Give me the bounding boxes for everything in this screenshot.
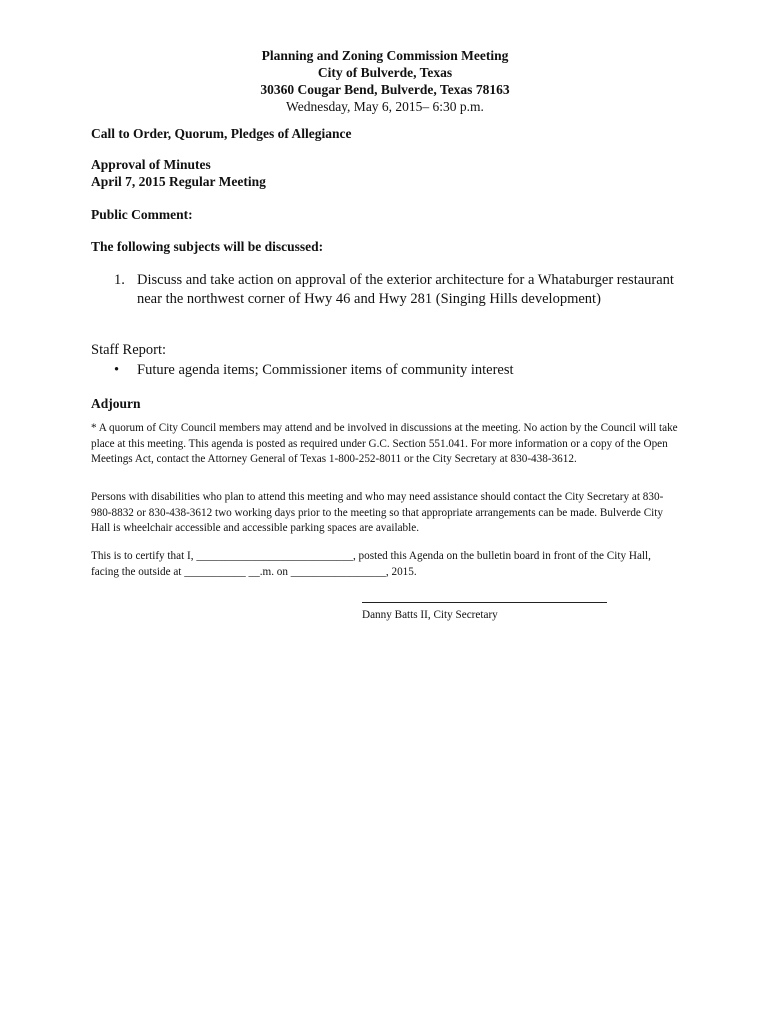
agenda-item-text: Discuss and take action on approval of the exterior architecture for a Whataburger restaurant near the northwest corner of Hwy 46 and Hwy 281 (Singing Hills development)	[137, 272, 674, 307]
public-comment-heading: Public Comment:	[91, 207, 193, 222]
adjourn-heading: Adjourn	[91, 396, 141, 411]
staff-report-bullet-text: Future agenda items; Commissioner items of community interest	[137, 362, 514, 378]
approval-meeting-date: April 7, 2015 Regular Meeting	[91, 174, 266, 189]
disabilities-notice: Persons with disabilities who plan to attend this meeting and who may need assistance should contact the City Secretary at 830-980-8832 or 830-438-3612 two working days prior to the meeting so that appropriate arrangements can be made. Bulverde City Hall is wheelchair accessible and accessible parking spaces are available.	[91, 491, 664, 534]
bullet-icon: •	[114, 362, 120, 378]
certification-statement: This is to certify that I, ____________________________, posted this Agenda on the bulletin board in front of the City Hall, facing the outside at ___________ __.m. on _________________, 2015.	[91, 550, 651, 578]
call-to-order-heading: Call to Order, Quorum, Pledges of Allegiance	[91, 126, 352, 141]
approval-of-minutes-heading: Approval of Minutes	[91, 157, 211, 172]
header-address: 30360 Cougar Bend, Bulverde, Texas 78163	[260, 82, 510, 97]
header-date: Wednesday, May 6, 2015– 6:30 p.m.	[286, 99, 484, 114]
header-title: Planning and Zoning Commission Meeting	[261, 48, 509, 63]
agenda-item-number: 1.	[114, 272, 125, 288]
signatory-name: Danny Batts II, City Secretary	[362, 609, 498, 621]
signature-line	[362, 602, 607, 603]
staff-report-label: Staff Report:	[91, 342, 167, 358]
meeting-header	[0, 47, 770, 115]
quorum-notice: * A quorum of City Council members may attend and be involved in discussions at the meeting. No action by the Council will take place at this meeting. This agenda is posted as required under G.C. Section 551.041. For more information or a copy of the Open Meetings Act, contact the Attorney General of Texas 1-800-252-8011 or the City Secretary at 830-438-3612.	[91, 422, 678, 465]
header-city: City of Bulverde, Texas	[317, 65, 453, 80]
subjects-intro: The following subjects will be discussed:	[91, 239, 324, 254]
